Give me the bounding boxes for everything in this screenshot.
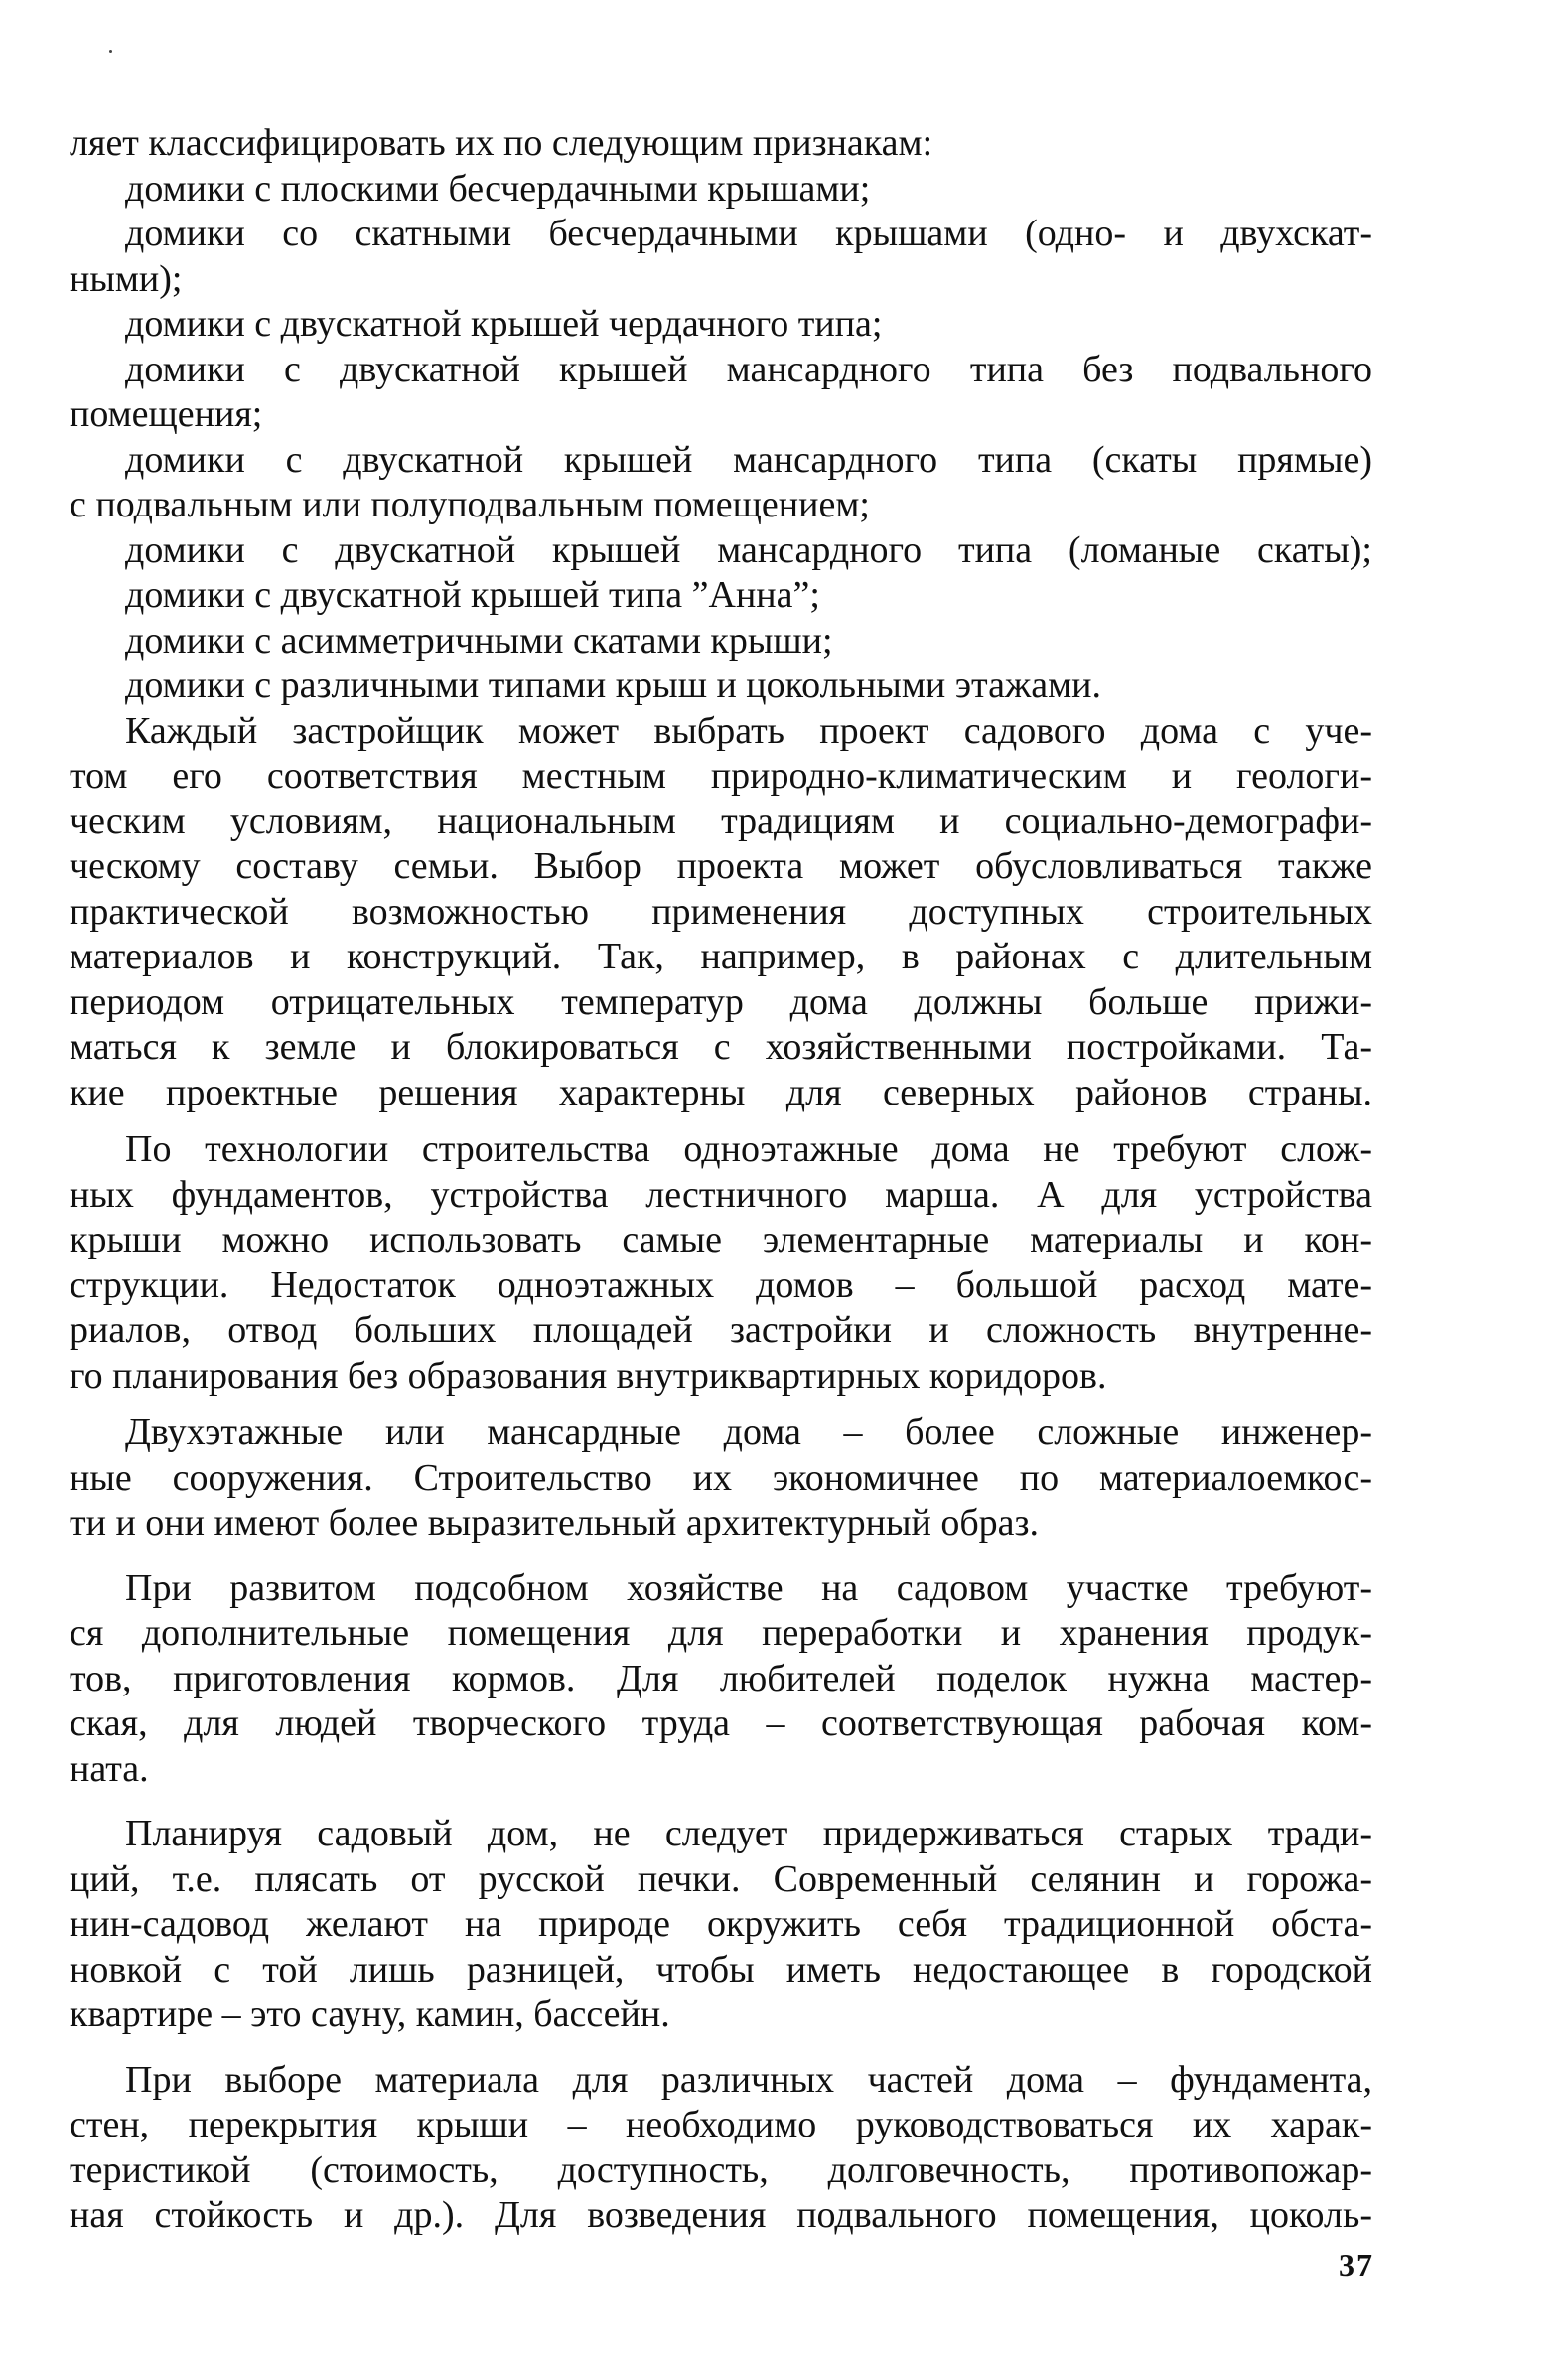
- paragraph-line: ся дополнительные помещения для переработки и хранения продук-: [70, 1612, 1372, 1654]
- list-item: домики с двускатной крышей мансардного типа (ломаные скаты);: [125, 528, 1372, 571]
- paragraph-line: ций, т.е. плясать от русской печки. Современный селянин и горожа-: [70, 1857, 1372, 1900]
- paragraph-line: риалов, отвод больших площадей застройки и сложность внутренне-: [70, 1309, 1372, 1351]
- paragraph-line: практической возможностью применения доступных строительных: [70, 890, 1372, 933]
- paragraph-line: При выборе материала для различных частей дома – фундамента,: [125, 2058, 1372, 2101]
- paragraph-line: тов, приготовления кормов. Для любителей поделок нужна мастер-: [70, 1657, 1372, 1699]
- paragraph-line: теристикой (стоимость, доступность, долговечность, противопожар-: [70, 2148, 1372, 2191]
- paragraph-line: Каждый застройщик может выбрать проект садового дома с уче-: [125, 709, 1372, 752]
- paragraph-line: ская, для людей творческого труда – соответствующая рабочая ком-: [70, 1702, 1372, 1744]
- paragraph-line: новкой с той лишь разницей, чтобы иметь недостающее в городской: [70, 1948, 1372, 1990]
- paragraph-line: том его соответствия местным природно-климатическим и геологи-: [70, 755, 1372, 797]
- text-line: ляет классифицировать их по следующим признакам:: [70, 122, 933, 164]
- paragraph-line: Планируя садовый дом, не следует придерживаться старых тради-: [125, 1813, 1372, 1854]
- paragraph-line: квартире – это сауну, камин, бассейн.: [70, 1993, 670, 2035]
- page-text: [70, 121, 1372, 2239]
- paragraph-line: ти и они имеют более выразительный архитектурный образ.: [70, 1502, 1040, 1544]
- paragraph-line: струкции. Недостаток одноэтажных домов – большой расход мате-: [70, 1263, 1372, 1306]
- list-item-continuation: с подвальным или полуподвальным помещением;: [70, 484, 870, 525]
- paragraph-line: ческому составу семьи. Выбор проекта может обусловливаться также: [70, 845, 1372, 887]
- paragraph-line: ная стойкость и др.). Для возведения подвального помещения, цоколь-: [70, 2194, 1372, 2236]
- list-item: домики с двускатной крышей типа ”Анна”;: [125, 574, 820, 616]
- paragraph-line: го планирования без образования внутриквартирных коридоров.: [70, 1354, 1107, 1397]
- paragraph-line: ческим условиям, национальным традициям и социально-демографи-: [70, 800, 1372, 842]
- paragraph-line: нин-садовод желают на природе окружить себя традиционной обста-: [70, 1903, 1372, 1945]
- paragraph-line: крыши можно использовать самые элементарные материалы и кон-: [70, 1219, 1372, 1260]
- list-item: домики с асимметричными скатами крыши;: [125, 619, 833, 662]
- paragraph-line: ные сооружения. Строительство их экономичнее по материалоемкос-: [70, 1456, 1372, 1499]
- paragraph-line: маться к земле и блокироваться с хозяйственными постройками. Та-: [70, 1026, 1372, 1068]
- list-item: домики с различными типами крыш и цокольными этажами.: [125, 664, 1101, 706]
- paragraph-line: Двухэтажные или мансардные дома – более сложные инженер-: [125, 1411, 1372, 1453]
- list-item: домики с двускатной крышей мансардного типа без подвального: [125, 348, 1372, 390]
- paragraph-line: ната.: [70, 1747, 149, 1790]
- paragraph-line: стен, перекрытия крыши – необходимо руководствоваться их харак-: [70, 2104, 1372, 2145]
- list-item: домики с двускатной крышей чердачного типа;: [125, 303, 883, 345]
- paragraph-line: кие проектные решения характерны для северных районов страны.: [70, 1071, 1372, 1113]
- paragraph-line: материалов и конструкций. Так, например, в районах с длительным: [70, 936, 1372, 977]
- paragraph-line: По технологии строительства одноэтажные дома не требуют слож-: [125, 1128, 1372, 1170]
- page-number: 37: [1339, 2247, 1374, 2283]
- paragraph-line: ных фундаментов, устройства лестничного марша. А для устройства: [70, 1173, 1372, 1216]
- list-item: домики с плоскими бесчердачными крышами;: [125, 167, 871, 210]
- list-item-continuation: ными);: [70, 257, 183, 300]
- list-item: домики со скатными бесчердачными крышами (одно- и двухскат-: [125, 213, 1372, 254]
- list-item-continuation: помещения;: [70, 393, 263, 435]
- list-item: домики с двускатной крышей мансардного типа (скаты прямые): [125, 438, 1372, 481]
- paragraph-line: При развитом подсобном хозяйстве на садовом участке требуют-: [125, 1566, 1372, 1609]
- paragraph-line: периодом отрицательных температур дома должны больше прижи-: [70, 980, 1372, 1023]
- scan-speck: [109, 50, 112, 53]
